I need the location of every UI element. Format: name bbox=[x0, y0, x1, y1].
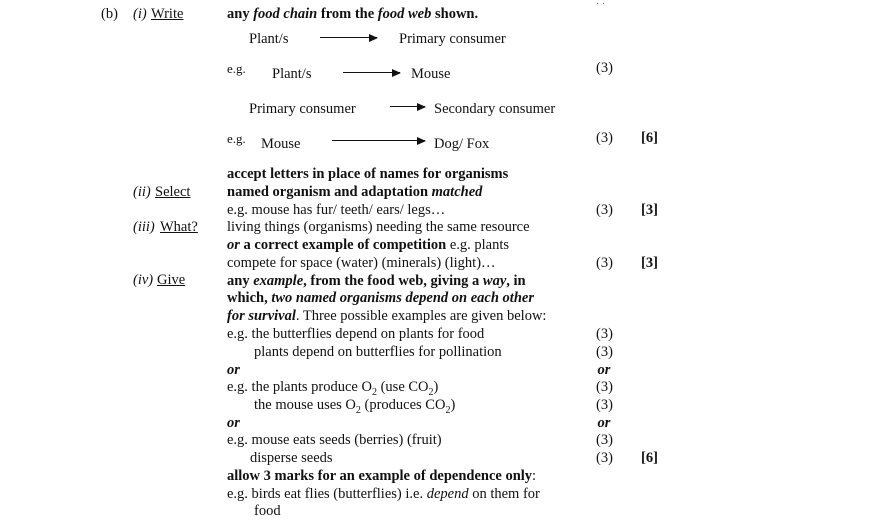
q1-command: Write bbox=[151, 6, 184, 22]
q3-line-3: compete for space (water) (minerals) (light)… bbox=[227, 255, 496, 271]
q1-total: [6] bbox=[641, 130, 658, 146]
q4-mark-or-1: or bbox=[597, 362, 611, 378]
chain2-arrow bbox=[390, 106, 425, 107]
q4-allow-note: allow 3 marks for an example of dependence only: bbox=[227, 468, 537, 484]
eg1-left: Plant/s bbox=[272, 66, 312, 82]
q3-mark: (3) bbox=[596, 255, 613, 271]
q4-or-2: or bbox=[227, 415, 240, 431]
q4-mark-3a: (3) bbox=[596, 432, 613, 448]
eg2-label: e.g. bbox=[227, 131, 246, 146]
q4-or-1: or bbox=[227, 362, 240, 378]
chain2-left: Primary consumer bbox=[249, 101, 356, 117]
eg2-left: Mouse bbox=[261, 136, 301, 152]
q4-mark-1a: (3) bbox=[596, 326, 613, 342]
q4-number: (iv) bbox=[133, 272, 154, 288]
q2-number: (ii) bbox=[133, 184, 151, 200]
q4-example-1a: e.g. the butterflies depend on plants for food bbox=[227, 326, 485, 342]
q4-mark-1b: (3) bbox=[596, 344, 613, 360]
q1-number: (i) bbox=[133, 6, 147, 22]
top-mark: · · bbox=[596, 0, 606, 10]
q4-line-1: any example, from the food web, giving a way, in bbox=[227, 273, 526, 289]
q4-mark-3b: (3) bbox=[596, 450, 613, 466]
part-label: (b) bbox=[101, 6, 118, 22]
chain1-right: Primary consumer bbox=[399, 31, 506, 47]
eg2-arrow bbox=[332, 140, 425, 141]
q4-example-2b: the mouse uses $O_2$ (produces $CO_2$) bbox=[254, 397, 456, 416]
eg2-right: Dog/ Fox bbox=[434, 136, 490, 152]
chain1-arrow bbox=[320, 37, 377, 38]
q1-mark-1: (3) bbox=[596, 60, 613, 76]
q3-command: What? bbox=[160, 219, 198, 235]
q2-mark: (3) bbox=[596, 202, 613, 218]
q4-example-4b: food bbox=[254, 503, 281, 519]
q4-mark-or-2: or bbox=[597, 415, 611, 431]
q3-line-1: living things (organisms) needing the same resource bbox=[227, 219, 530, 235]
q2-command: Select bbox=[155, 184, 191, 200]
q2-total: [3] bbox=[641, 202, 658, 218]
q4-command: Give bbox=[157, 272, 186, 288]
q4-mark-2b: (3) bbox=[596, 397, 613, 413]
q4-example-2a: e.g. the plants produce $O_2$ (use $CO_2$) bbox=[227, 379, 439, 398]
q4-example-3a: e.g. mouse eats seeds (berries) (fruit) bbox=[227, 432, 442, 448]
q1-heading: any food chain from the food web shown. bbox=[227, 6, 479, 22]
chain2-right: Secondary consumer bbox=[434, 101, 556, 117]
eg1-arrow bbox=[343, 72, 400, 73]
chain1-left: Plant/s bbox=[249, 31, 289, 47]
q3-total: [3] bbox=[641, 255, 658, 271]
q3-number: (iii) bbox=[133, 219, 155, 235]
q4-example-3b: disperse seeds bbox=[250, 450, 333, 466]
q4-line-3: for survival. Three possible examples are given below: bbox=[227, 308, 547, 324]
eg1-label: e.g. bbox=[227, 61, 246, 76]
q2-line-1: named organism and adaptation matched bbox=[227, 184, 483, 200]
q4-example-4a: e.g. birds eat flies (butterflies) i.e. depend on them for bbox=[227, 486, 540, 502]
q4-mark-2a: (3) bbox=[596, 379, 613, 395]
accept-note: accept letters in place of names for organisms bbox=[227, 166, 509, 182]
q2-line-2: e.g. mouse has fur/ teeth/ ears/ legs… bbox=[227, 202, 446, 218]
q4-example-1b: plants depend on butterflies for pollination bbox=[254, 344, 502, 360]
q3-line-2: or a correct example of competition e.g. plants bbox=[227, 237, 510, 253]
q4-total: [6] bbox=[641, 450, 658, 466]
q1-mark-2: (3) bbox=[596, 130, 613, 146]
q4-line-2: which, two named organisms depend on each other bbox=[227, 290, 534, 306]
eg1-right: Mouse bbox=[411, 66, 451, 82]
